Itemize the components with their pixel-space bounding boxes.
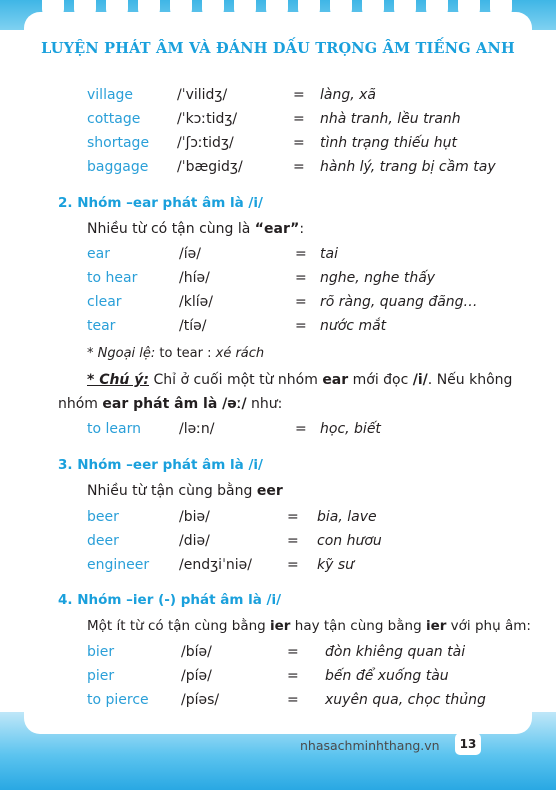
- vocab-word: cottage: [87, 111, 141, 127]
- section-heading: 2. Nhóm –ear phát âm là /i/: [58, 195, 263, 211]
- exception-word: to tear :: [155, 346, 216, 361]
- note-text: như:: [246, 396, 283, 412]
- vocab-equals: =: [287, 533, 299, 549]
- vocab-meaning: bến để xuống tàu: [325, 668, 449, 684]
- vocab-ipa: /ˈvilidʒ/: [177, 87, 228, 103]
- vocab-word: clear: [87, 294, 122, 310]
- vocab-word: deer: [87, 533, 119, 549]
- footer-website: nhasachminhthang.vn: [300, 738, 440, 753]
- vocab-equals: =: [293, 87, 305, 103]
- vocab-word: bier: [87, 644, 115, 660]
- vocab-ipa: /píəs/: [181, 692, 220, 708]
- vocab-word: tear: [87, 318, 116, 334]
- note-bold: /i/: [412, 372, 428, 388]
- vocab-word: pier: [87, 668, 115, 684]
- intro-text: Nhiều từ tận cùng bằng: [87, 483, 257, 499]
- section-heading: 4. Nhóm –ier (-) phát âm là /i/: [58, 592, 282, 608]
- vocab-meaning: nghe, nghe thấy: [320, 270, 436, 286]
- vocab-ipa: /bíə/: [181, 644, 212, 660]
- vocab-equals: =: [295, 294, 307, 310]
- intro-bold: ier: [425, 618, 447, 634]
- vocab-meaning: nước mắt: [320, 318, 387, 334]
- vocab-equals: =: [295, 421, 307, 437]
- vocab-equals: =: [295, 318, 307, 334]
- section-heading: 3. Nhóm –eer phát âm là /i/: [58, 457, 263, 473]
- vocab-ipa: /ləːn/: [179, 421, 215, 437]
- vocab-equals: =: [293, 111, 305, 127]
- intro-bold: “ear”: [254, 221, 300, 237]
- intro-text: hay tận cùng bằng: [290, 618, 426, 634]
- vocab-equals: =: [287, 644, 299, 660]
- section-intro: [87, 480, 283, 502]
- vocab-equals: =: [287, 692, 299, 708]
- vocab-meaning: nhà tranh, lều tranh: [320, 111, 461, 127]
- vocab-word: engineer: [87, 557, 150, 573]
- vocab-meaning: làng, xã: [320, 87, 376, 103]
- note-line-2: [58, 393, 282, 415]
- vocab-word: to hear: [87, 270, 138, 286]
- vocab-ipa: /píə/: [181, 668, 212, 684]
- note-label: * Chú ý:: [87, 372, 150, 388]
- vocab-meaning: rõ ràng, quang đãng…: [320, 294, 478, 310]
- exception-note: [87, 343, 264, 365]
- section-intro: [87, 615, 531, 637]
- vocab-equals: =: [293, 135, 305, 151]
- vocab-equals: =: [293, 159, 305, 175]
- vocab-ipa: /híə/: [179, 270, 210, 286]
- intro-text: với phụ âm:: [446, 618, 531, 634]
- intro-text: Nhiều từ có tận cùng là: [87, 221, 255, 237]
- intro-text: Một ít từ có tận cùng bằng: [87, 618, 271, 634]
- vocab-equals: =: [287, 668, 299, 684]
- vocab-meaning: bia, lave: [317, 509, 377, 525]
- page-number: 13: [455, 733, 481, 755]
- vocab-meaning: tai: [320, 246, 338, 262]
- vocab-word: baggage: [87, 159, 149, 175]
- exception-meaning: xé rách: [215, 346, 265, 361]
- note-text: mới đọc: [348, 372, 413, 388]
- vocab-word: beer: [87, 509, 119, 525]
- vocab-meaning: học, biết: [320, 421, 381, 437]
- vocab-word: ear: [87, 246, 110, 262]
- note-line-1: [87, 369, 512, 391]
- note-text: Chỉ ở cuối một từ nhóm: [149, 372, 323, 388]
- intro-bold: eer: [256, 483, 283, 499]
- vocab-ipa: /tíə/: [179, 318, 207, 334]
- vocab-equals: =: [295, 270, 307, 286]
- note-text: nhóm: [58, 396, 103, 412]
- vocab-ipa: /diə/: [179, 533, 210, 549]
- vocab-ipa: /klíə/: [179, 294, 213, 310]
- vocab-ipa: /endʒiˈniə/: [179, 557, 253, 573]
- vocab-meaning: đòn khiêng quan tài: [325, 644, 466, 660]
- vocab-equals: =: [287, 557, 299, 573]
- intro-bold: ier: [270, 618, 291, 634]
- intro-text: :: [299, 221, 305, 237]
- vocab-meaning: con hươu: [317, 533, 382, 549]
- vocab-ipa: /ˈkɔːtidʒ/: [177, 111, 238, 127]
- vocab-word: to pierce: [87, 692, 149, 708]
- vocab-meaning: hành lý, trang bị cầm tay: [320, 159, 496, 175]
- note-text: . Nếu không: [427, 372, 513, 388]
- vocab-meaning: kỹ sư: [317, 557, 355, 573]
- note-bold: ear phát âm là /əː/: [102, 396, 247, 412]
- vocab-ipa: /íə/: [179, 246, 201, 262]
- exception-label: * Ngoại lệ:: [87, 346, 156, 361]
- note-bold: ear: [322, 372, 349, 388]
- vocab-ipa: /ˈʃɔːtidʒ/: [177, 135, 234, 151]
- vocab-equals: =: [287, 509, 299, 525]
- vocab-meaning: xuyên qua, chọc thủng: [325, 692, 486, 708]
- vocab-word: village: [87, 87, 134, 103]
- page-header: LUYỆN PHÁT ÂM VÀ ĐÁNH DẤU TRỌNG ÂM TIẾNG ANH: [41, 40, 515, 57]
- vocab-ipa: /ˈbægidʒ/: [177, 159, 243, 175]
- vocab-word: to learn: [87, 421, 141, 437]
- vocab-meaning: tình trạng thiếu hụt: [320, 135, 458, 151]
- vocab-ipa: /biə/: [179, 509, 210, 525]
- section-intro: [87, 218, 304, 240]
- vocab-word: shortage: [87, 135, 150, 151]
- vocab-equals: =: [295, 246, 307, 262]
